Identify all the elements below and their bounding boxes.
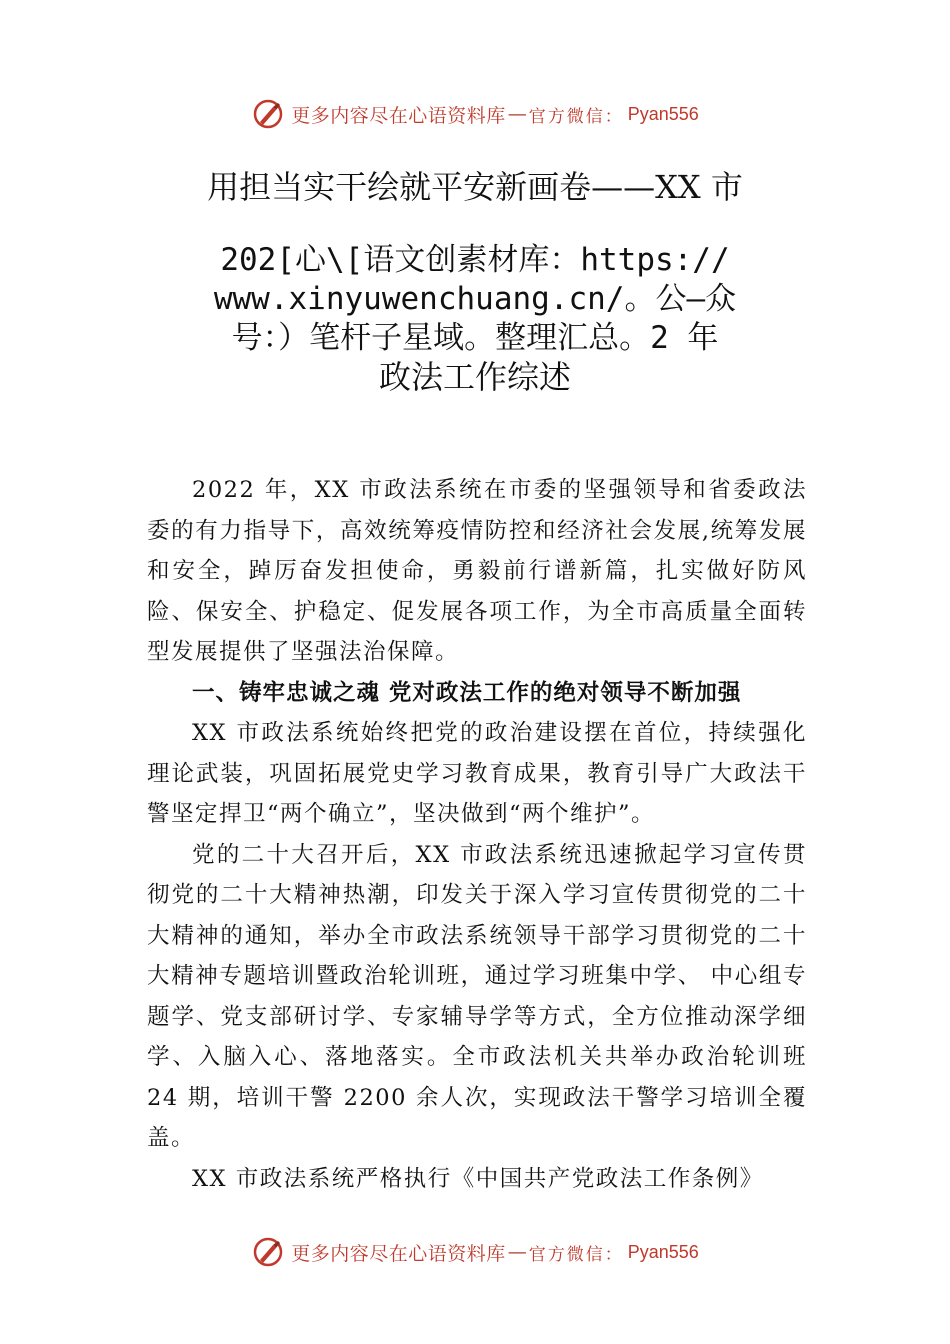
banner-main-text: 更多内容尽在心语资料库	[291, 104, 506, 127]
pen-logo-icon	[251, 1235, 285, 1269]
pen-logo-icon	[251, 97, 285, 131]
footer-banner	[0, 1232, 950, 1272]
section-heading-1: 一、铸牢忠诚之魂 党对政法工作的绝对领导不断加强	[192, 679, 742, 706]
banner-wechat-id: Pyan556	[627, 1241, 699, 1262]
title-line-4: 号：）笔杆子星域。整理汇总。2 年	[231, 320, 719, 356]
paragraph-4: XX 市政法系统严格执行《中国共产党政法工作条例》	[192, 1165, 764, 1192]
banner-separator: —	[507, 103, 527, 125]
title-line-5: 政法工作综述	[378, 358, 571, 396]
document-body	[147, 470, 807, 1199]
document-title	[150, 168, 800, 397]
title-line-3: www.xinyuwenchuang.cn/。公—众	[213, 281, 737, 317]
banner-wechat-id: Pyan556	[627, 103, 699, 124]
banner-separator: —	[507, 1241, 527, 1263]
paragraph-3: 党的二十大召开后，XX 市政法系统迅速掀起学习宣传贯彻党的二十大精神热潮，印发关于深入学习宣传贯彻党的二十大精神的通知，举办全市政法系统领导干部学习贯彻党的二十大精神专题培训暨政治轮训班，通过学习班集中学、 中心组专题学、党支部研讨学、专家辅导学等方式，全方位推动深学细学、入脑入心、落地落实。全市政法机关共举办政治轮训班 24 期，培训干警 2200 余人次，实现政法干警学习培训全覆盖。	[147, 841, 807, 1151]
title-line-2: 202[心\[语文创素材库：https://	[220, 242, 730, 278]
paragraph-2: XX 市政法系统始终把党的政治建设摆在首位，持续强化理论武装，巩固拓展党史学习教育成果，教育引导广大政法干警坚定捍卫“两个确立”，坚决做到“两个维护”。	[147, 720, 807, 827]
banner-wechat-label: 官方微信：	[528, 106, 624, 127]
title-line-1: 用担当实干绘就平安新画卷——XX 市	[207, 168, 743, 206]
banner-main-text: 更多内容尽在心语资料库	[291, 1242, 506, 1265]
paragraph-intro: 2022 年，XX 市政法系统在市委的坚强领导和省委政法委的有力指导下，高效统筹疫情防控和经济社会发展,统筹发展和安全，踔厉奋发担使命，勇毅前行谱新篇，扎实做好防风险、保安全、护稳定、促发展各项工作，为全市高质量全面转型发展提供了坚强法治保障。	[147, 477, 807, 665]
header-banner	[0, 94, 950, 134]
banner-wechat-label: 官方微信：	[528, 1244, 624, 1265]
